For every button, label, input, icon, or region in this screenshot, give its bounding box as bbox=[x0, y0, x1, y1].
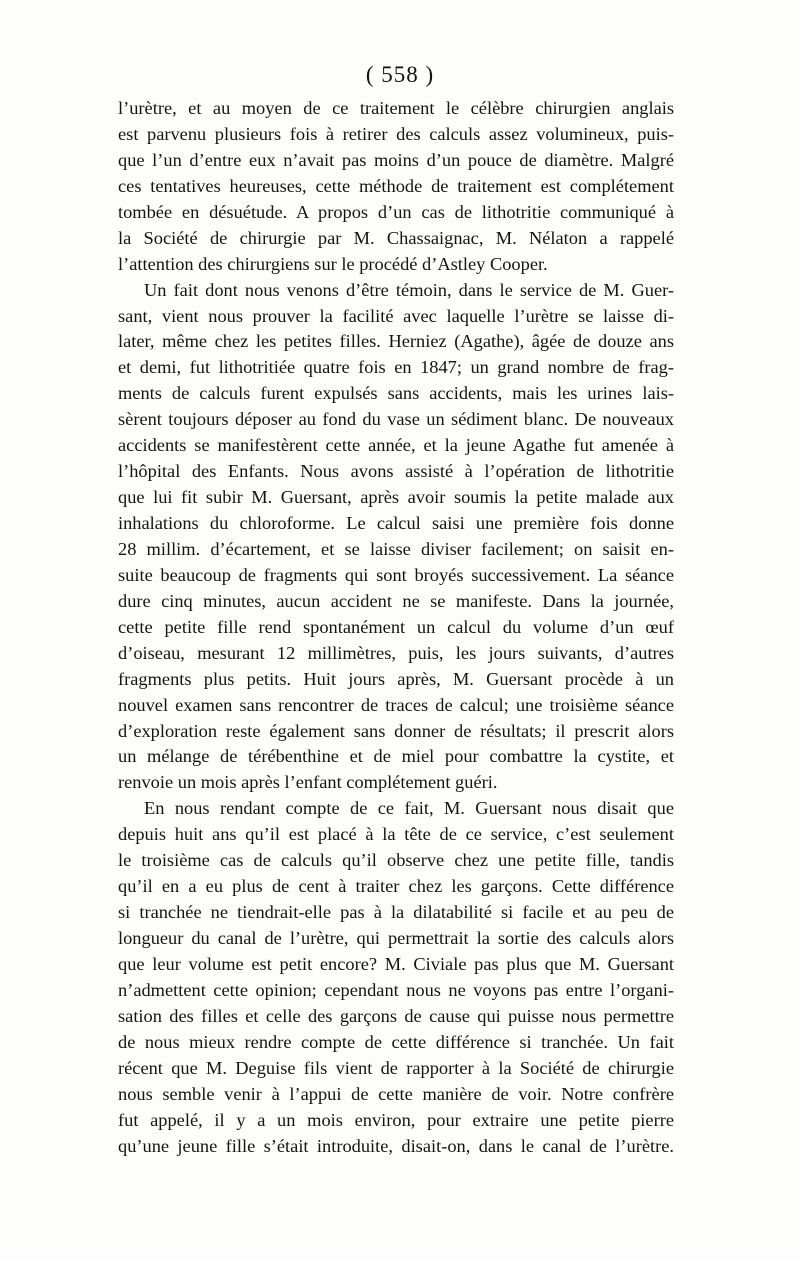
text-line: fragments plus petits. Huit jours après, M. Guersant procède à un bbox=[118, 668, 674, 689]
text-line: que l’un d’entre eux n’avait pas moins d’un pouce de diamètre. Malgré bbox=[118, 149, 674, 170]
text-line: un mélange de térébenthine et de miel pour combattre la cystite, et bbox=[118, 746, 674, 767]
text-line: depuis huit ans qu’il est placé à la tête de ce service, c’est seulement bbox=[118, 824, 674, 845]
text-line: l’attention des chirurgiens sur le procédé d’Astley Cooper. bbox=[118, 253, 548, 274]
text-line: de nous mieux rendre compte de cette différence si tranchée. Un fait bbox=[118, 1031, 674, 1052]
text-line: qu’il en a eu plus de cent à traiter chez les garçons. Cette différence bbox=[118, 876, 674, 897]
text-line: En nous rendant compte de ce fait, M. Guersant nous disait que bbox=[144, 798, 674, 819]
text-line: ces tentatives heureuses, cette méthode de traitement est complétement bbox=[118, 175, 674, 196]
text-line: accidents se manifestèrent cette année, et la jeune Agathe fut amenée à bbox=[118, 435, 674, 456]
text-line: Un fait dont nous venons d’être témoin, dans le service de M. Guer- bbox=[144, 279, 674, 300]
text-line: est parvenu plusieurs fois à retirer des calculs assez volumineux, puis- bbox=[118, 123, 674, 144]
text-line: qu’une jeune fille s’était introduite, disait-on, dans le canal de l’urètre. bbox=[118, 1135, 674, 1156]
text-line: le troisième cas de calculs qu’il observe chez une petite fille, tandis bbox=[118, 850, 674, 871]
text-line: tombée en désuétude. A propos d’un cas de lithotritie communiqué à bbox=[118, 201, 674, 222]
text-line: longueur du canal de l’urètre, qui permettrait la sortie des calculs alors bbox=[118, 928, 674, 948]
text-line: la Société de chirurgie par M. Chassaignac, M. Nélaton a rappelé bbox=[118, 227, 674, 248]
text-line: et demi, fut lithotritiée quatre fois en 1847; un grand nombre de frag- bbox=[118, 357, 674, 378]
text-line: sèrent toujours déposer au fond du vase un sédiment blanc. De nouveaux bbox=[118, 409, 674, 430]
text-line: l’hôpital des Enfants. Nous avons assisté à l’opération de lithotritie bbox=[118, 461, 674, 482]
text-line: nouvel examen sans rencontrer de traces de calcul; une troisième séance bbox=[118, 694, 674, 715]
text-line: que leur volume est petit encore? M. Civiale pas plus que M. Guersant bbox=[118, 953, 674, 974]
text-line: sation des filles et celle des garçons de cause qui puisse nous permettre bbox=[118, 1005, 674, 1026]
text-line: inhalations du chloroforme. Le calcul saisi une première fois donne bbox=[118, 513, 674, 533]
text-line: si tranchée ne tiendrait-elle pas à la dilatabilité si facile et au peu de bbox=[118, 902, 674, 923]
text-line: n’admettent cette opinion; cependant nous ne voyons pas entre l’organi- bbox=[118, 979, 674, 1000]
text-line: sant, vient nous prouver la facilité avec laquelle l’urètre se laisse di- bbox=[118, 305, 674, 326]
paragraph bbox=[118, 278, 674, 797]
text-line: 28 millim. d’écartement, et se laisse diviser facilement; on saisit en- bbox=[118, 538, 674, 559]
text-line: renvoie un mois après l’enfant complétement guéri. bbox=[118, 772, 498, 793]
text-line: que lui fit subir M. Guersant, après avoir soumis la petite malade aux bbox=[118, 487, 674, 508]
body-text bbox=[118, 96, 674, 1159]
text-line: fut appelé, il y a un mois environ, pour extraire une petite pierre bbox=[118, 1109, 674, 1130]
paragraph bbox=[118, 96, 674, 278]
text-line: d’oiseau, mesurant 12 millimètres, puis, les jours suivants, d’autres bbox=[118, 642, 674, 663]
text-line: l’urètre, et au moyen de ce traitement le célèbre chirurgien anglais bbox=[118, 98, 674, 118]
text-line: ments de calculs furent expulsés sans accidents, mais les urines lais- bbox=[118, 383, 674, 404]
text-line: dure cinq minutes, aucun accident ne se manifeste. Dans la journée, bbox=[118, 590, 674, 611]
page-number: ( 558 ) bbox=[365, 62, 435, 87]
text-line: cette petite fille rend spontanément un calcul du volume d’un œuf bbox=[118, 616, 674, 637]
text-line: later, même chez les petites filles. Herniez (Agathe), âgée de douze ans bbox=[118, 331, 674, 352]
text-line: d’exploration reste également sans donner de résultats; il prescrit alors bbox=[118, 720, 674, 741]
paragraph bbox=[118, 796, 674, 1159]
text-line: récent que M. Deguise fils vient de rapporter à la Société de chirurgie bbox=[118, 1057, 674, 1078]
text-line: nous semble venir à l’appui de cette manière de voir. Notre confrère bbox=[118, 1083, 674, 1104]
text-line: suite beaucoup de fragments qui sont broyés successivement. La séance bbox=[118, 564, 674, 585]
